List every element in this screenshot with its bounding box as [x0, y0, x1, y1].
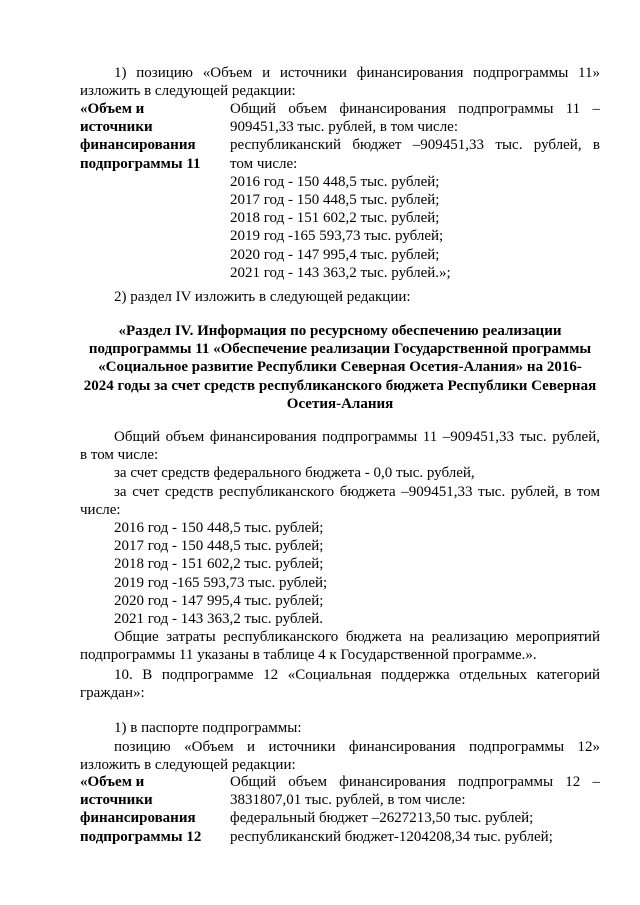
table2-left-line: «Объем и — [80, 774, 145, 790]
funding-table-12 — [80, 773, 600, 846]
item10-paragraph — [80, 666, 600, 702]
table1-left-line: источники — [80, 119, 153, 136]
table1-right-line: республиканский бюджет –909451,33 тыс. рублей, в — [230, 137, 600, 154]
item1-line2: изложить в следующей редакции: — [80, 83, 296, 100]
item10-line2: граждан»: — [80, 685, 145, 702]
table2-right-line: Общий объем финансирования подпрограммы 12 – — [230, 774, 600, 790]
republic-line1: за счет средств республиканского бюджета –909451,33 тыс. рублей, в том — [114, 483, 600, 500]
position12-line2: изложить в следующей редакции: — [80, 757, 296, 774]
year-line: 2019 год -165 593,73 тыс. рублей; — [114, 574, 328, 591]
section-title — [80, 322, 600, 413]
table1-right-line: 909451,33 тыс. рублей, в том числе: — [230, 119, 459, 136]
table2-right-line: федеральный бюджет –2627213,50 тыс. рублей; — [230, 810, 534, 827]
funding-table-11 — [80, 100, 600, 282]
table1-left-line: подпрограммы 11 — [80, 155, 201, 172]
table1-year-line: 2019 год -165 593,73 тыс. рублей; — [230, 228, 444, 245]
costs-line1: Общие затраты республиканского бюджета на реализацию мероприятий — [114, 629, 600, 646]
item1-paragraph — [80, 64, 600, 100]
table1-left-line: «Объем и — [80, 101, 145, 117]
table2-left-line: источники — [80, 792, 153, 809]
section-title-line: 2024 годы за счет средств республиканского бюджета Республики Северная — [83, 377, 597, 394]
table2-left-line: подпрограммы 12 — [80, 828, 202, 845]
total-line2: в том числе: — [80, 447, 159, 464]
item2-paragraph: 2) раздел IV изложить в следующей редакции: — [114, 289, 411, 305]
table1-left-line: финансирования — [80, 137, 196, 154]
table2-right-line: 3831807,01 тыс. рублей, в том числе: — [230, 792, 466, 809]
table1-year-line: 2018 год - 151 602,2 тыс. рублей; — [230, 210, 440, 227]
year-line: 2018 год - 151 602,2 тыс. рублей; — [114, 556, 324, 573]
table2-right-line: республиканский бюджет-1204208,34 тыс. рублей; — [230, 828, 553, 845]
federal-line: за счет средств федерального бюджета - 0,0 тыс. рублей, — [114, 465, 475, 482]
year-line: 2021 год - 143 363,2 тыс. рублей. — [114, 611, 324, 628]
costs-line2: подпрограммы 11 указаны в таблице 4 к Государственной программе.». — [80, 647, 537, 664]
item10-line1: 10. В подпрограмме 12 «Социальная поддержка отдельных категорий — [114, 667, 600, 683]
table1-year-line: 2020 год - 147 995,4 тыс. рублей; — [230, 246, 440, 263]
table1-year-line: 2016 год - 150 448,5 тыс. рублей; — [230, 173, 440, 190]
year-line: 2016 год - 150 448,5 тыс. рублей; — [114, 520, 324, 537]
republic-line2: числе: — [80, 501, 121, 518]
table2-left-line: финансирования — [80, 810, 196, 827]
table1-right-line: том числе: — [230, 155, 298, 172]
table1-right-cell — [230, 100, 600, 282]
section-body — [80, 428, 600, 665]
position12-paragraph — [80, 738, 600, 774]
table2-right-cell — [230, 773, 600, 846]
position12-line1: позицию «Объем и источники финансирования подпрограммы 12» — [114, 739, 600, 755]
passport-paragraph: 1) в паспорте подпрограммы: — [114, 720, 302, 736]
table1-right-line: Общий объем финансирования подпрограммы 11 – — [230, 101, 600, 117]
table1-year-line: 2017 год - 150 448,5 тыс. рублей; — [230, 192, 440, 209]
table2-left-cell — [80, 773, 230, 846]
section-title-line: «Раздел IV. Информация по ресурсному обеспечению реализации — [118, 323, 562, 339]
section-title-line: Осетия-Алания — [286, 395, 394, 412]
year-line: 2017 год - 150 448,5 тыс. рублей; — [114, 538, 324, 555]
year-line: 2020 год - 147 995,4 тыс. рублей; — [114, 592, 324, 609]
table1-left-cell — [80, 100, 230, 282]
table1-year-line: 2021 год - 143 363,2 тыс. рублей.»; — [230, 264, 451, 281]
section-title-line: «Социальное развитие Республики Северная Осетия-Алания» на 2016- — [98, 359, 582, 376]
section-title-line: подпрограммы 11 «Обеспечение реализации Государственной программы — [88, 341, 592, 358]
total-line1: Общий объем финансирования подпрограммы 11 –909451,33 тыс. рублей, — [114, 429, 600, 445]
item1-line1: 1) позицию «Объем и источники финансирования подпрограммы 11» — [114, 65, 600, 81]
